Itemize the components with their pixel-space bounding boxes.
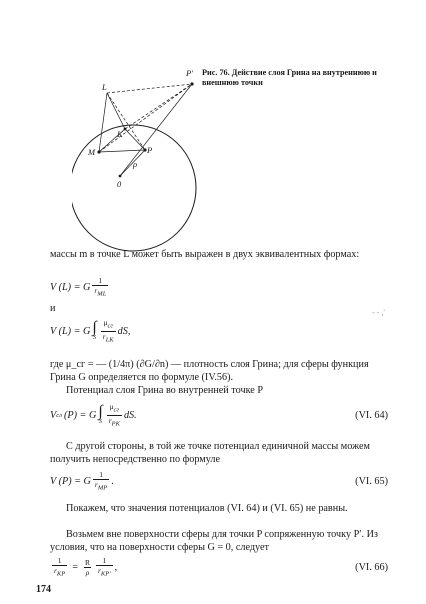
eq3-tail: dS. [123, 409, 137, 421]
line-O-Pprime [120, 84, 192, 176]
eq5-numerator-1: 1 [57, 556, 62, 565]
eq5-denominator-1 [52, 565, 67, 579]
line-L-K [107, 93, 125, 129]
eq4-fraction [93, 470, 109, 493]
equation-5 [50, 556, 388, 579]
line-M-P [99, 150, 145, 152]
eq3-num-sub: сг [113, 406, 120, 414]
paragraph-4: С другой стороны, в той же точке потенциал единичной массы можем получить непосредственно по формуле [50, 441, 370, 465]
eq4-lhs: V (P) = G [50, 475, 91, 487]
label-P: P [147, 145, 153, 155]
line-K-P [125, 129, 145, 150]
equation-2 [50, 318, 130, 344]
eq4-den-sub: MP [97, 484, 108, 492]
page-number: 174 [36, 584, 51, 595]
eq5-fraction-1 [52, 556, 67, 579]
eq2-denominator [101, 331, 116, 345]
eq5-denominator-3 [96, 565, 113, 579]
label-L: L [102, 82, 107, 92]
eq2-num-mu: μ [103, 318, 108, 327]
eq2-den-r: r [102, 331, 106, 341]
paragraph-5: Покажем, что значения потенциалов (VI. 64) и (VI. 65) не равны. [66, 503, 348, 514]
eq5-equals: = [72, 561, 78, 573]
paragraph-1: массы m в точке L может быть выражен в двух эквивалентных формах: [50, 249, 360, 260]
dash-M-Pprime [99, 84, 192, 152]
eq3-integral-lower: S [99, 419, 102, 425]
eq4-numerator: 1 [99, 470, 103, 479]
eq3-denominator [107, 415, 122, 429]
label-Pprime: P' [186, 68, 194, 78]
eq4-denominator [93, 479, 109, 493]
equation-4 [50, 470, 388, 493]
margin-mark: - - ,' [372, 308, 385, 317]
eq5-tail: , [114, 561, 118, 573]
equation-1 [50, 276, 110, 299]
eq5-fraction-3 [96, 556, 113, 579]
eq5-den3-r: r [98, 566, 101, 575]
eq5-den1-r: r [54, 566, 57, 575]
figure-caption: Рис. 76. Действие слоя Грина на внутреннюю и внешнюю точки [202, 68, 377, 87]
eq1-fraction [92, 276, 108, 299]
eq5-number: (VI. 66) [355, 561, 388, 573]
eq3-fraction [107, 402, 122, 428]
dash-L-P [107, 93, 145, 150]
paragraph-3: Потенциал слоя Грина во внутренней точке P [66, 385, 263, 396]
eq3-den-r: r [108, 415, 112, 425]
point-Pprime [190, 82, 193, 85]
eq2-lhs: V (L) = G [50, 325, 91, 337]
eq1-den-sub: ML [97, 290, 107, 298]
point-M [97, 150, 100, 153]
eq2-den-sub: LK [105, 336, 114, 343]
dash-L-Pprime [107, 84, 192, 93]
label-K: K [117, 129, 123, 139]
point-K [124, 128, 127, 131]
eq3-num-mu: μ [109, 402, 114, 411]
eq1-den-r: r [94, 286, 98, 295]
eq2-fraction [101, 318, 116, 344]
eq1-numerator: 1 [98, 276, 103, 285]
eq3-numerator [108, 402, 121, 415]
paragraph-2: где μ_сг = — (1/4π) (∂G/∂n) — плотность слоя Грина; для сферы функция Грина G определяется по формуле (IV.56). [50, 359, 369, 383]
eq1-lhs: V (L) = G [50, 281, 91, 293]
equation-3 [50, 402, 388, 428]
eq3-lhs-v: V [50, 409, 57, 421]
eq4-tail: . [111, 475, 114, 487]
eq4-den-r: r [94, 480, 98, 489]
eq2-integral: ∫ S [92, 319, 97, 341]
eq5-den3-sub: KP′ [100, 570, 111, 578]
label-M: M [88, 147, 96, 157]
paragraph-6: Возьмем вне поверхности сферы для точки P сопряженную точку P′. Из условия, что на поверхности сферы G = 0, следует [50, 529, 378, 553]
eq2-tail: dS, [117, 325, 131, 337]
eq3-number: (VI. 64) [355, 409, 388, 421]
eq3-integral: ∫ S [98, 403, 103, 425]
eq2-numerator [101, 318, 114, 331]
eq5-fraction-2 [83, 558, 92, 577]
eq1-denominator [92, 285, 108, 299]
label-O: 0 [117, 179, 122, 189]
eq2-integral-lower: S [93, 335, 97, 341]
eq5-numerator-2: R [84, 557, 90, 567]
eq3-lhs-tail: (P) = G [63, 409, 97, 421]
eq4-number: (VI. 65) [355, 475, 388, 487]
eq3-lhs-sub: сл [56, 411, 62, 419]
figure-green-layer [72, 60, 242, 260]
eq2-num-sub: сг [107, 322, 113, 330]
dash-K-Pprime [125, 84, 192, 129]
point-O [119, 175, 122, 178]
line-L-M [99, 93, 107, 152]
eq3-den-sub: PK [111, 420, 120, 427]
eq5-numerator-3: 1 [102, 556, 107, 565]
label-rho: ρ [133, 159, 138, 169]
sphere-circle [72, 125, 196, 251]
word-and: и [50, 303, 56, 314]
eq5-denominator-2: ρ [85, 567, 90, 577]
eq5-den1-sub: KP [56, 570, 66, 578]
